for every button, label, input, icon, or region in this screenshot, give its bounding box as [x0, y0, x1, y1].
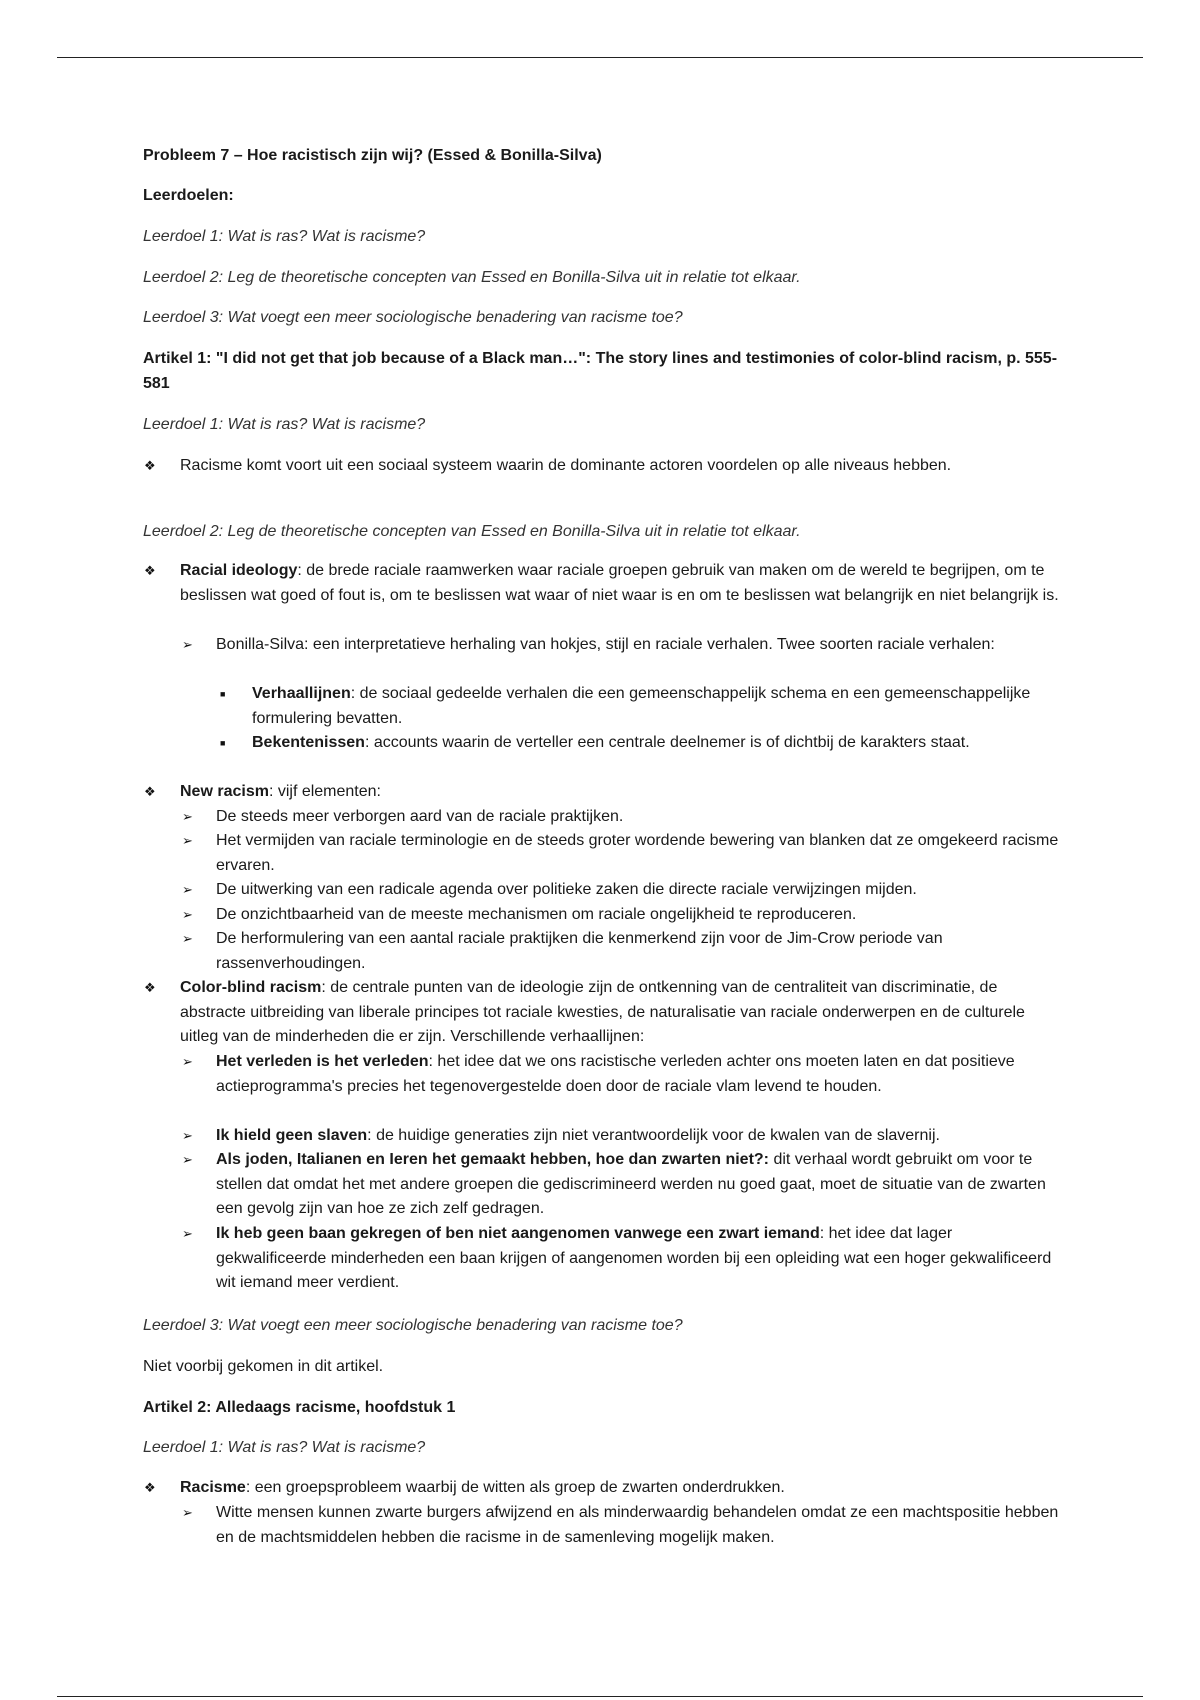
arrow-bullet-icon: ➢ [182, 1128, 193, 1143]
list-item-text: De herformulering van een aantal raciale praktijken die kenmerkend zijn voor de Jim-Crow periode van rassenverhoudingen. [216, 930, 943, 972]
article-2-goal-1: Leerdoel 1: Wat is ras? Wat is racisme? [143, 1439, 426, 1456]
arrow-bullet-icon: ➢ [182, 637, 193, 652]
definition: : de centrale punten van de ideologie zijn de ontkenning van de centraliteit van discriminatie, de abstracte uitbreiding van liberale principes tot raciale kwesties, de naturalisatie van raciale onderwerpen en de culturele uitleg van de minderheden die er zijn. Verschillende verhaallijnen: [180, 979, 1025, 1045]
list-item-text: De steeds meer verborgen aard van de raciale praktijken. [216, 808, 624, 825]
goal-3: Leerdoel 3: Wat voegt een meer sociologische benadering van racisme toe? [143, 309, 683, 326]
list-item-racial-ideology [144, 559, 1063, 608]
leerdoelen-heading: Leerdoelen: [143, 187, 234, 204]
arrow-bullet-icon: ➢ [182, 1054, 193, 1069]
arrow-bullet-icon: ➢ [182, 809, 193, 824]
list-item-joden [182, 1148, 1063, 1222]
term: Als joden, Italianen en Ieren het gemaakt hebben, hoe dan zwarten niet?: [216, 1151, 769, 1168]
article-1-goal-3: Leerdoel 3: Wat voegt een meer sociologische benadering van racisme toe? [143, 1317, 683, 1334]
definition: : de sociaal gedeelde verhalen die een gemeenschappelijk schema en een gemeenschappelijke formulering bevatten. [252, 685, 1031, 727]
term: Color-blind racism [180, 979, 322, 996]
square-bullet-icon: ■ [220, 689, 226, 699]
list-item-new-racism-3 [182, 878, 1063, 903]
list-item-slaven [182, 1124, 1063, 1149]
list-item-text: De uitwerking van een radicale agenda over politieke zaken die directe raciale verwijzingen mijden. [216, 881, 917, 898]
term: Ik hield geen slaven [216, 1127, 368, 1144]
list-item-new-racism-4 [182, 903, 1063, 928]
diamond-bullet-icon: ❖ [144, 563, 156, 578]
term: Het verleden is het verleden [216, 1053, 429, 1070]
header-rule [57, 57, 1143, 58]
goal-2: Leerdoel 2: Leg de theoretische concepten van Essed en Bonilla-Silva uit in relatie tot elkaar. [143, 269, 801, 286]
term: Racial ideology [180, 562, 298, 579]
term: New racism [180, 783, 269, 800]
diamond-bullet-icon: ❖ [144, 1480, 156, 1495]
term: Bekentenissen [252, 734, 365, 751]
list-item-bonilla-silva [182, 633, 1063, 658]
definition: : het idee dat we ons racistische verleden achter ons moeten laten en dat positieve actieprogramma's precies het tegenovergestelde doen door de raciale vlam levend te houden. [216, 1053, 1015, 1095]
list-item-racisme [144, 454, 1063, 479]
niet-voorbij-text: Niet voorbij gekomen in dit artikel. [143, 1358, 384, 1375]
diamond-bullet-icon: ❖ [144, 980, 156, 995]
term: Ik heb geen baan gekregen of ben niet aangenomen vanwege een zwart iemand [216, 1225, 820, 1242]
definition: dit verhaal wordt gebruikt om voor te stellen dat omdat het met andere groepen die gediscrimineerd werden nu goed gaat, moet de situatie van de zwarten een gevolg zijn van hoe ze zich zelf gedragen. [216, 1151, 1046, 1217]
definition: : accounts waarin de verteller een centrale deelnemer is of dichtbij de karakters staat. [364, 734, 970, 751]
list-item-text: Witte mensen kunnen zwarte burgers afwijzend en als minderwaardig behandelen omdat ze een machtspositie hebben en de machtsmiddelen hebben die racisme in de samenleving mogelijk maken. [216, 1504, 1059, 1546]
article-1-heading: Artikel 1: "I did not get that job because of a Black man…": The story lines and testimonies of color-blind racism, p. 555-581 [143, 350, 1058, 392]
list-item-color-blind-racism [144, 976, 1063, 1050]
list-item-bekentenissen [220, 731, 1063, 756]
diamond-bullet-icon: ❖ [144, 784, 156, 799]
list-item-racisme-def [144, 1476, 1063, 1501]
square-bullet-icon: ■ [220, 738, 226, 748]
article-1-goal-2: Leerdoel 2: Leg de theoretische concepten van Essed en Bonilla-Silva uit in relatie tot elkaar. [143, 523, 801, 540]
diamond-bullet-icon: ❖ [144, 458, 156, 473]
list-item-new-racism-2 [182, 829, 1063, 878]
list-item-new-racism-5 [182, 927, 1063, 976]
document-title: Probleem 7 – Hoe racistisch zijn wij? (Essed & Bonilla-Silva) [143, 147, 602, 164]
article-1-goal-1: Leerdoel 1: Wat is ras? Wat is racisme? [143, 416, 426, 433]
term: Verhaallijnen [252, 685, 351, 702]
arrow-bullet-icon: ➢ [182, 907, 193, 922]
definition: : een groepsprobleem waarbij de witten als groep de zwarten onderdrukken. [245, 1479, 785, 1496]
goal-1: Leerdoel 1: Wat is ras? Wat is racisme? [143, 228, 426, 245]
footer-rule [57, 1696, 1143, 1697]
definition: : de huidige generaties zijn niet verantwoordelijk voor de kwalen van de slavernij. [367, 1127, 940, 1144]
list-item-witte-mensen [182, 1501, 1063, 1550]
arrow-bullet-icon: ➢ [182, 931, 193, 946]
arrow-bullet-icon: ➢ [182, 1505, 193, 1520]
definition: : vijf elementen: [268, 783, 381, 800]
definition: : het idee dat lager gekwalificeerde minderheden een baan krijgen of aangenomen worden bij een opleiding wat een hoger gekwalificeerd wit iemand meer verdient. [216, 1225, 1052, 1291]
list-item-text: Racisme komt voort uit een sociaal systeem waarin de dominante actoren voordelen op alle niveaus hebben. [180, 457, 952, 474]
arrow-bullet-icon: ➢ [182, 833, 193, 848]
definition: : de brede raciale raamwerken waar raciale groepen gebruik van maken om de wereld te begrijpen, om te beslissen wat goed of fout is, om te beslissen wat waar of niet waar is en om te beslissen wat belangrijk en niet belangrijk is. [180, 562, 1059, 604]
list-item-text: De onzichtbaarheid van de meeste mechanismen om raciale ongelijkheid te reproduceren. [216, 906, 857, 923]
arrow-bullet-icon: ➢ [182, 1226, 193, 1241]
list-item-verleden [182, 1050, 1063, 1099]
arrow-bullet-icon: ➢ [182, 882, 193, 897]
arrow-bullet-icon: ➢ [182, 1152, 193, 1167]
list-item-text: Het vermijden van raciale terminologie en de steeds groter wordende bewering van blanken dat ze omgekeerd racisme ervaren. [216, 832, 1059, 874]
article-2-heading: Artikel 2: Alledaags racisme, hoofdstuk 1 [143, 1399, 456, 1416]
list-item-text: Bonilla-Silva: een interpretatieve herhaling van hokjes, stijl en raciale verhalen. Twee soorten raciale verhalen: [216, 636, 995, 653]
list-item-verhaallijnen [220, 682, 1063, 731]
list-item-baan [182, 1222, 1063, 1296]
list-item-new-racism-1 [182, 805, 1063, 830]
list-item-new-racism [144, 780, 1063, 805]
term: Racisme [180, 1479, 246, 1496]
